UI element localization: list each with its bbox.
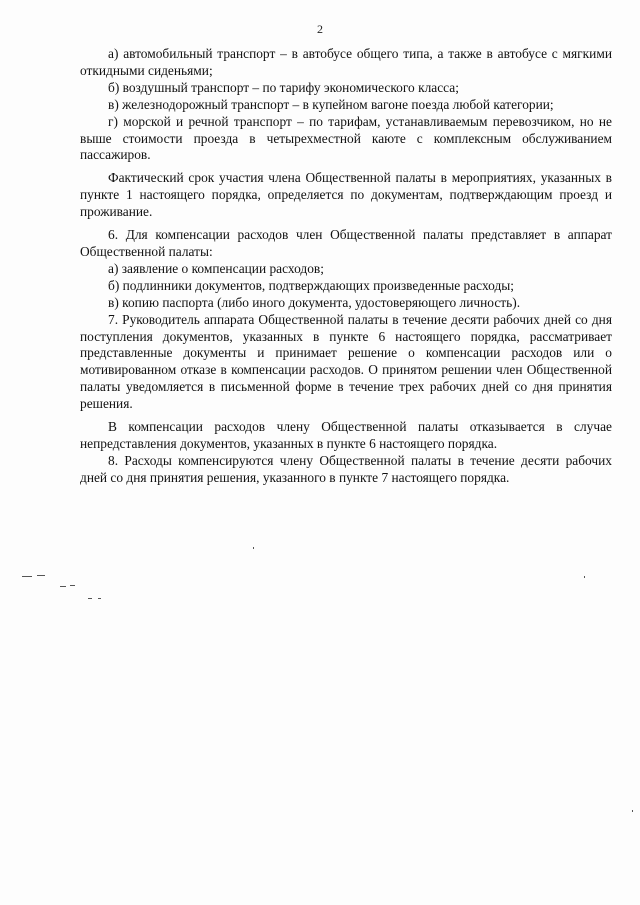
scan-artifact	[98, 598, 101, 599]
paragraph-transport-auto: а) автомобильный транспорт – в автобусе общего типа, а также в автобусе с мягкими откидными сиденьями;	[80, 46, 612, 78]
scan-artifact	[584, 576, 585, 578]
scan-artifact	[88, 598, 92, 599]
scan-artifact	[60, 586, 66, 587]
scan-artifact	[253, 547, 254, 549]
scan-artifact	[632, 810, 633, 812]
page-number: 2	[317, 22, 323, 36]
paragraph-transport-sea: г) морской и речной транспорт – по тарифам, устанавливаемым перевозчиком, но не выше стоимости проезда в четырехместной каюте с комплексным обслуживанием пассажиров.	[80, 113, 612, 163]
paragraph-item-8: 8. Расходы компенсируются члену Общественной палаты в течение десяти рабочих дней со дня принятия решения, указанного в пункте 7 настоящего порядка.	[80, 452, 612, 485]
scan-artifact	[22, 576, 32, 577]
paragraph-refusal: В компенсации расходов члену Общественной палаты отказывается в случае непредставления документов, указанных в пункте 6 настоящего порядка.	[80, 419, 612, 451]
paragraph-actual-term: Фактический срок участия члена Общественной палаты в мероприятиях, указанных в пункте 1 настоящего порядка, определяется по документам, подтверждающим проезд и проживание.	[80, 170, 612, 220]
scan-artifact	[70, 585, 75, 586]
paragraph-item-7: 7. Руководитель аппарата Общественной палаты в течение десяти рабочих дней со дня поступления документов, указанных в пункте 6 настоящего порядка, рассматривает представленные документы и принимает решение о компенсации расходов или о мотивированном отказе в компенсации расходов. О принятом решении член Общественной палаты уведомляется в письменной форме в течение трех рабочих дней со дня принятия решения.	[80, 311, 612, 412]
paragraph-item-6a: а) заявление о компенсации расходов;	[108, 260, 324, 276]
paragraph-item-6: 6. Для компенсации расходов член Общественной палаты представляет в аппарат Общественной палаты:	[80, 227, 612, 259]
paragraph-item-6b: б) подлинники документов, подтверждающих произведенные расходы;	[108, 277, 514, 293]
paragraph-transport-air: б) воздушный транспорт – по тарифу экономического класса;	[108, 79, 459, 95]
scan-artifact	[37, 575, 45, 576]
paragraph-transport-rail: в) железнодорожный транспорт – в купейном вагоне поезда любой категории;	[108, 96, 554, 112]
document-body	[80, 46, 612, 487]
paragraph-item-6c: в) копию паспорта (либо иного документа, удостоверяющего личность).	[108, 294, 521, 310]
